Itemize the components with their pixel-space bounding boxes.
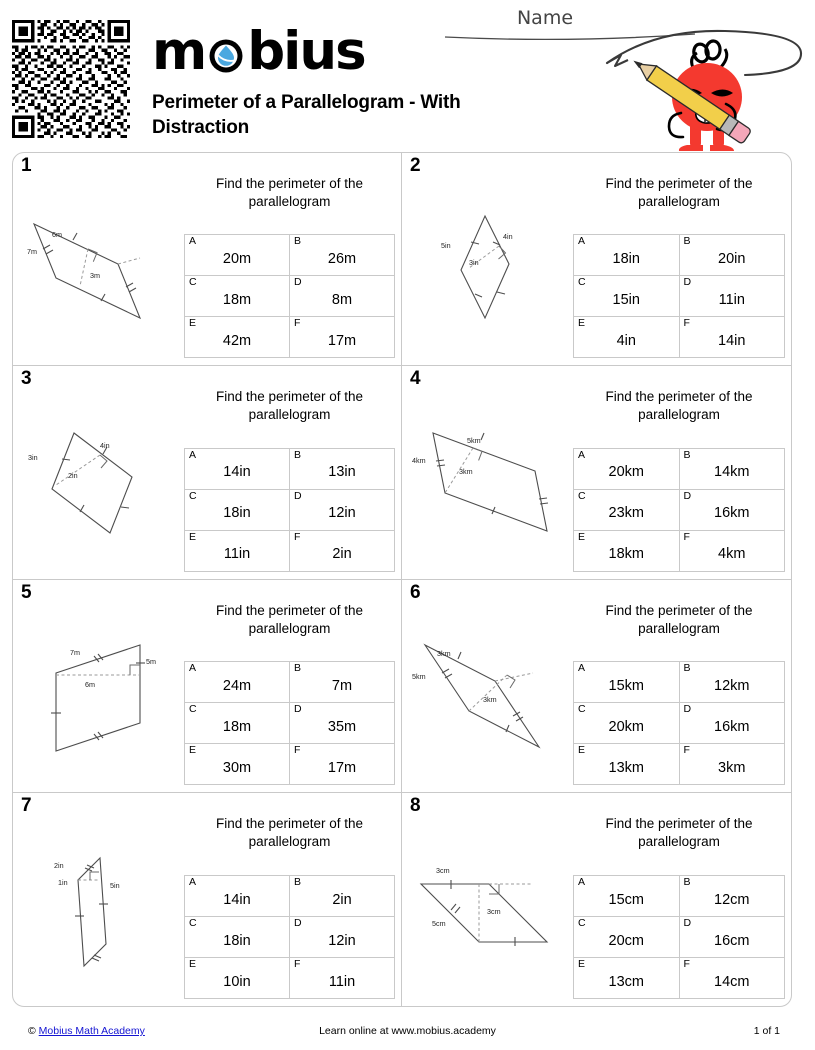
option-f[interactable] [679, 317, 785, 358]
option-letter: A [189, 876, 197, 888]
options-table [573, 661, 785, 785]
question-number: 6 [410, 581, 421, 603]
question-prompt: Find the perimeter of the parallelogram [605, 176, 753, 210]
option-letter: E [189, 317, 197, 330]
option-letter: F [294, 743, 301, 756]
option-letter: F [683, 317, 690, 330]
option-value: 42m [222, 333, 252, 349]
option-b[interactable] [290, 235, 395, 276]
logo-text-after: bius [247, 20, 365, 82]
question-prompt: Find the perimeter of the parallelogram [215, 602, 364, 636]
table-row [185, 661, 395, 702]
option-value: 14in [223, 891, 251, 908]
question-prompt: Find the perimeter of the parallelogram [605, 815, 753, 849]
option-value: 20m [222, 251, 252, 267]
copyright-symbol: © [28, 1025, 36, 1037]
table-row [185, 702, 395, 743]
option-letter: C [578, 489, 586, 502]
option-value: 18in [223, 505, 251, 522]
learn-online-text: Learn online at www.mobius.academy [319, 1025, 496, 1037]
figure-label: 4km [411, 456, 426, 466]
option-value: 20in [718, 251, 746, 267]
parallelogram-figure-5 [19, 586, 184, 788]
option-a[interactable] [574, 448, 680, 489]
option-b[interactable] [679, 876, 785, 917]
table-row [185, 917, 395, 958]
option-letter: E [578, 743, 586, 756]
option-value: 15in [612, 292, 640, 308]
option-letter: E [189, 958, 197, 970]
question-prompt: Find the perimeter of the parallelogram [605, 389, 753, 423]
option-d[interactable] [290, 489, 395, 530]
option-f[interactable] [679, 530, 785, 571]
option-b[interactable] [290, 661, 395, 702]
table-row [574, 235, 785, 276]
option-value: 16km [714, 505, 750, 522]
option-letter: B [294, 235, 302, 248]
option-e[interactable] [185, 958, 290, 999]
question-prompt: Find the perimeter of the parallelogram [215, 815, 364, 849]
option-letter: B [683, 876, 691, 888]
parallelogram-figure-8 [408, 799, 573, 1002]
option-letter: D [683, 702, 692, 715]
option-d[interactable] [679, 489, 785, 530]
option-a[interactable] [185, 876, 290, 917]
option-letter: A [578, 448, 586, 461]
question-number: 5 [21, 581, 32, 603]
figure-label: 4in [99, 441, 110, 451]
option-value: 11in [328, 973, 356, 990]
figure-label: 2in [53, 861, 64, 871]
option-value: 18m [222, 718, 252, 735]
table-row [185, 876, 395, 917]
option-letter: A [578, 876, 586, 888]
table-row [185, 530, 395, 571]
option-value: 13cm [608, 973, 644, 990]
options-table [573, 875, 785, 999]
option-letter: A [578, 235, 586, 248]
mobius-math-academy-link[interactable]: Mobius Math Academy [38, 1025, 145, 1037]
figure-label: 7m [26, 247, 37, 257]
question-body [573, 799, 787, 1002]
water-drop-swirl-icon [206, 31, 246, 71]
options-table [184, 661, 395, 785]
option-value: 17m [327, 759, 357, 776]
option-value: 35m [327, 718, 357, 735]
question-card-7 [13, 793, 402, 1006]
page-header [0, 0, 815, 150]
figure-label: 3km [482, 694, 497, 704]
option-value: 16cm [714, 932, 750, 949]
option-letter: D [294, 489, 302, 502]
table-row [185, 276, 395, 317]
option-letter: D [294, 276, 302, 289]
option-f[interactable] [290, 530, 395, 571]
option-a[interactable] [185, 448, 290, 489]
option-b[interactable] [290, 876, 395, 917]
question-number: 8 [410, 794, 421, 816]
option-letter: D [683, 917, 692, 929]
option-letter: D [683, 276, 692, 289]
option-d[interactable] [679, 917, 785, 958]
option-value: 2in [332, 546, 352, 563]
option-value: 7m [331, 677, 353, 694]
option-letter: B [683, 661, 691, 674]
name-label: Name [516, 7, 574, 29]
figure-label: 2in [67, 471, 78, 481]
question-number: 1 [21, 155, 32, 176]
option-letter: F [294, 958, 301, 970]
option-letter: E [578, 317, 586, 330]
figure-label: 5km [411, 671, 426, 681]
option-b[interactable] [679, 448, 785, 489]
option-letter: E [189, 530, 197, 543]
option-letter: F [294, 530, 301, 543]
figure-label: 6m [51, 230, 62, 240]
option-value: 20cm [608, 932, 644, 949]
question-prompt: Find the perimeter of the parallelogram [605, 602, 753, 636]
option-c[interactable] [574, 917, 680, 958]
options-table [184, 875, 395, 999]
option-letter: D [294, 702, 302, 715]
table-row [574, 317, 785, 358]
question-body [573, 159, 787, 361]
option-a[interactable] [574, 876, 680, 917]
option-letter: C [189, 276, 197, 289]
option-value: 30m [222, 759, 252, 776]
option-d[interactable] [679, 276, 785, 317]
figure-label: 5cm [431, 919, 446, 929]
option-value: 20km [608, 718, 644, 735]
figure-label: 7m [69, 647, 80, 657]
figure-label: 3km [436, 648, 451, 658]
option-value: 20km [608, 464, 644, 481]
option-e[interactable] [574, 958, 680, 999]
option-letter: F [294, 317, 301, 330]
question-card-3 [13, 366, 402, 579]
option-letter: F [683, 743, 690, 756]
option-value: 23km [608, 505, 644, 522]
option-e[interactable] [574, 743, 680, 784]
logo-text-before: m [152, 20, 206, 82]
figure-label: 5in [109, 881, 120, 891]
question-number: 2 [410, 155, 421, 176]
option-letter: A [189, 448, 197, 461]
figure-label: 3in [27, 453, 38, 463]
option-letter: D [683, 489, 692, 502]
parallelogram-figure-2 [408, 159, 573, 361]
option-letter: F [683, 530, 690, 543]
question-body [184, 159, 397, 361]
option-a[interactable] [185, 661, 290, 702]
question-number: 4 [410, 368, 421, 390]
option-value: 11in [223, 546, 251, 563]
table-row [574, 743, 785, 784]
option-letter: F [683, 958, 690, 970]
figure-label: 3cm [486, 907, 501, 917]
option-value: 18in [612, 251, 640, 267]
option-b[interactable] [679, 235, 785, 276]
table-row [574, 489, 785, 530]
question-body [573, 372, 787, 574]
option-value: 17m [327, 333, 357, 349]
option-c[interactable] [574, 489, 680, 530]
option-letter: B [294, 448, 302, 461]
option-letter: D [294, 917, 302, 929]
figure-label: 5m [145, 656, 156, 666]
option-value: 4in [616, 333, 636, 349]
question-prompt: Find the perimeter of the parallelogram [215, 176, 364, 210]
figure-label: 3cm [435, 866, 450, 876]
question-prompt: Find the perimeter of the parallelogram [215, 389, 364, 423]
option-d[interactable] [290, 917, 395, 958]
option-a[interactable] [574, 235, 680, 276]
question-card-8 [402, 793, 791, 1006]
table-row [185, 743, 395, 784]
option-a[interactable] [185, 235, 290, 276]
option-c[interactable] [185, 917, 290, 958]
question-card-1 [13, 153, 402, 366]
parallelogram-figure-3 [19, 372, 184, 574]
qr-code-icon [12, 20, 130, 138]
option-a[interactable] [574, 661, 680, 702]
page-title: Perimeter of a Parallelogram - With Distraction [152, 92, 461, 139]
option-e[interactable] [574, 317, 680, 358]
parallelogram-figure-6 [408, 586, 573, 788]
parallelogram-figure-7 [19, 799, 184, 1002]
option-letter: C [578, 276, 586, 289]
option-letter: E [578, 958, 586, 970]
table-row [574, 530, 785, 571]
table-row [185, 448, 395, 489]
option-b[interactable] [290, 448, 395, 489]
option-d[interactable] [679, 702, 785, 743]
option-value: 14in [223, 464, 251, 481]
table-row [185, 958, 395, 999]
option-letter: C [189, 702, 197, 715]
question-body [184, 586, 397, 788]
option-c[interactable] [574, 276, 680, 317]
table-row [574, 958, 785, 999]
option-letter: C [189, 917, 197, 929]
figure-label: 5km [466, 436, 481, 446]
option-value: 14in [718, 333, 746, 349]
figure-label: 5in [440, 241, 451, 251]
questions-grid [12, 152, 792, 1007]
option-e[interactable] [185, 317, 290, 358]
table-row [574, 876, 785, 917]
option-value: 18m [222, 292, 252, 308]
option-value: 12in [328, 505, 356, 522]
question-card-4 [402, 366, 791, 579]
option-letter: C [578, 917, 586, 929]
option-letter: A [189, 661, 197, 674]
question-body [184, 799, 397, 1002]
page-footer [0, 1022, 815, 1046]
option-value: 12km [714, 677, 750, 694]
figure-label: 3in [468, 258, 479, 268]
option-value: 18km [608, 546, 644, 563]
question-card-6 [402, 580, 791, 793]
option-value: 3km [718, 759, 746, 776]
option-value: 11in [718, 292, 745, 308]
option-f[interactable] [679, 743, 785, 784]
question-card-2 [402, 153, 791, 366]
option-value: 10in [223, 973, 251, 990]
option-value: 12in [328, 932, 356, 949]
table-row [185, 489, 395, 530]
option-value: 4km [718, 546, 746, 563]
option-d[interactable] [290, 276, 395, 317]
figure-label: 3m [89, 271, 100, 281]
option-value: 2in [332, 891, 352, 908]
option-value: 26m [327, 251, 357, 267]
option-letter: B [294, 876, 302, 888]
option-f[interactable] [290, 958, 395, 999]
options-table [573, 234, 785, 358]
option-letter: C [578, 702, 586, 715]
question-number: 3 [21, 368, 32, 390]
option-value: 14km [714, 464, 750, 481]
option-f[interactable] [290, 743, 395, 784]
table-row [574, 448, 785, 489]
question-card-5 [13, 580, 402, 793]
option-letter: E [578, 530, 586, 543]
option-value: 15cm [608, 891, 644, 908]
figure-label: 1in [57, 878, 68, 888]
option-e[interactable] [185, 743, 290, 784]
options-table [184, 234, 395, 358]
figure-label: 6m [84, 679, 95, 689]
option-e[interactable] [185, 530, 290, 571]
options-table [573, 448, 785, 572]
option-f[interactable] [679, 958, 785, 999]
option-value: 13km [608, 759, 644, 776]
option-value: 8m [331, 292, 353, 308]
question-body [184, 372, 397, 574]
option-value: 13in [328, 464, 356, 481]
option-b[interactable] [679, 661, 785, 702]
figure-label: 3km [458, 467, 473, 477]
option-letter: B [294, 661, 302, 674]
table-row [574, 917, 785, 958]
option-value: 14cm [714, 973, 750, 990]
option-letter: A [189, 235, 197, 248]
table-row [574, 276, 785, 317]
table-row [185, 235, 395, 276]
option-c[interactable] [185, 702, 290, 743]
option-c[interactable] [185, 276, 290, 317]
table-row [574, 661, 785, 702]
option-value: 24m [222, 677, 252, 694]
option-letter: E [189, 743, 197, 756]
parallelogram-figure-1 [19, 159, 184, 361]
option-letter: C [189, 489, 197, 502]
table-row [185, 317, 395, 358]
option-value: 16km [714, 718, 750, 735]
table-row [574, 702, 785, 743]
option-c[interactable] [185, 489, 290, 530]
option-f[interactable] [290, 317, 395, 358]
page-number: 1 of 1 [753, 1025, 780, 1037]
option-letter: A [578, 661, 586, 674]
option-value: 15km [608, 677, 644, 694]
question-body [573, 586, 787, 788]
option-d[interactable] [290, 702, 395, 743]
option-e[interactable] [574, 530, 680, 571]
option-c[interactable] [574, 702, 680, 743]
parallelogram-figure-4 [408, 372, 573, 574]
option-value: 12cm [714, 891, 750, 908]
option-letter: B [683, 448, 691, 461]
figure-label: 4in [502, 232, 513, 242]
red-blob-mascot-with-pencil-icon [595, 25, 815, 155]
option-value: 18in [223, 932, 251, 949]
options-table [184, 448, 395, 572]
option-letter: B [683, 235, 691, 248]
question-number: 7 [21, 794, 32, 816]
